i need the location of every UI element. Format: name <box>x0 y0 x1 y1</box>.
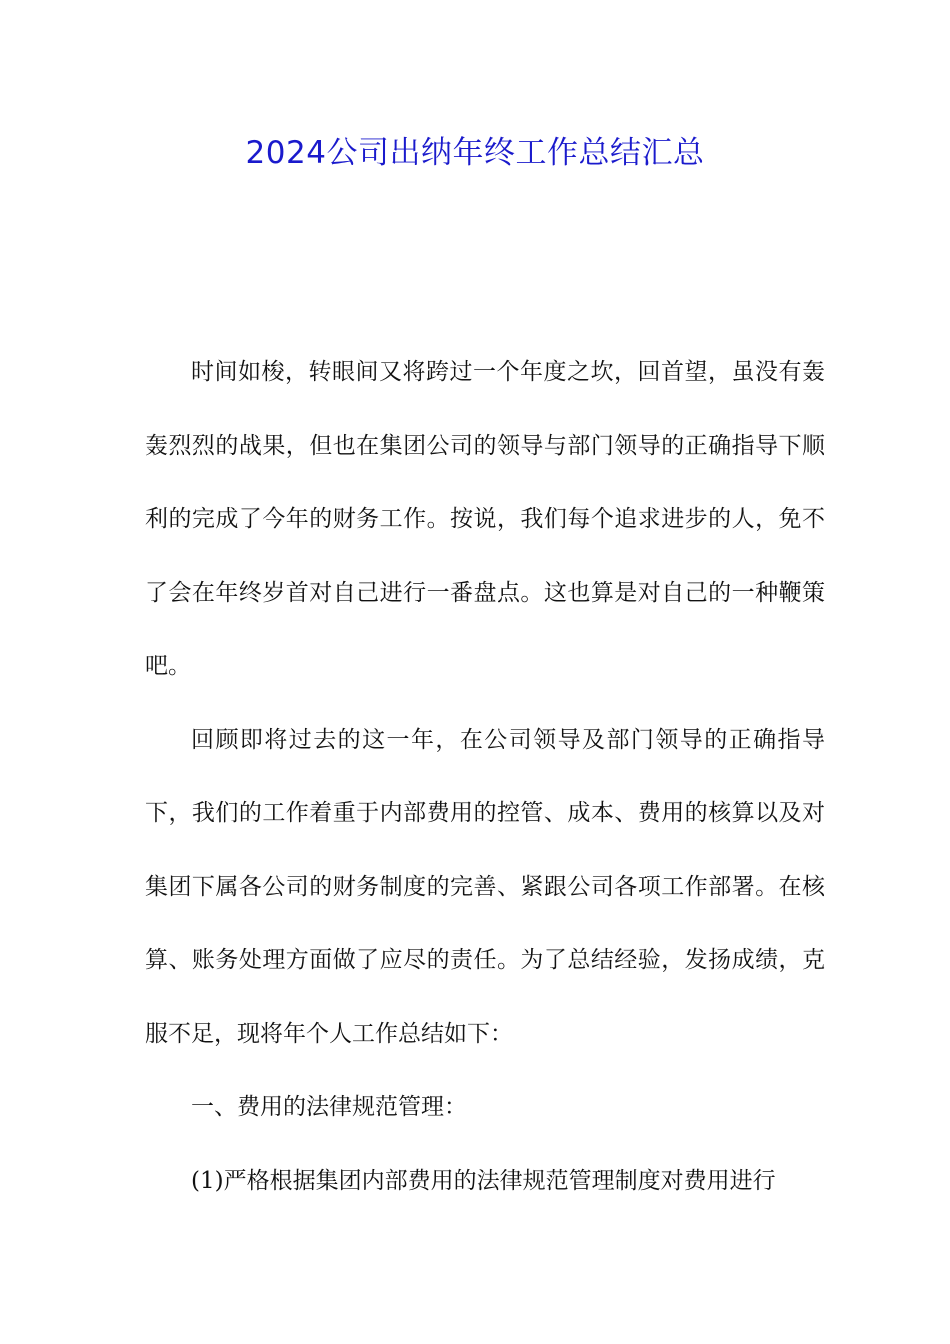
document-title: 2024公司出纳年终工作总结汇总 <box>245 135 705 171</box>
list-item-1: (1)严格根据集团内部费用的法律规范管理制度对费用进行 <box>191 1167 776 1194</box>
document-body <box>145 336 825 1218</box>
paragraph-intro: 时间如梭，转眼间又将跨过一个年度之坎，回首望，虽没有轰轰烈烈的战果，但也在集团公司的领导与部门领导的正确指导下顺利的完成了今年的财务工作。按说，我们每个追求进步的人，免不了会在年终岁首对自己进行一番盘点。这也算是对自己的一种鞭策吧。 <box>145 359 825 679</box>
section-heading-expense-management: 一、费用的法律规范管理： <box>191 1094 467 1120</box>
paragraph-review: 回顾即将过去的这一年，在公司领导及部门领导的正确指导下，我们的工作着重于内部费用的控管、成本、费用的核算以及对集团下属各公司的财务制度的完善、紧跟公司各项工作部署。在核算、账务处理方面做了应尽的责任。为了总结经验，发扬成绩，克服不足，现将年个人工作总结如下： <box>145 726 825 1047</box>
